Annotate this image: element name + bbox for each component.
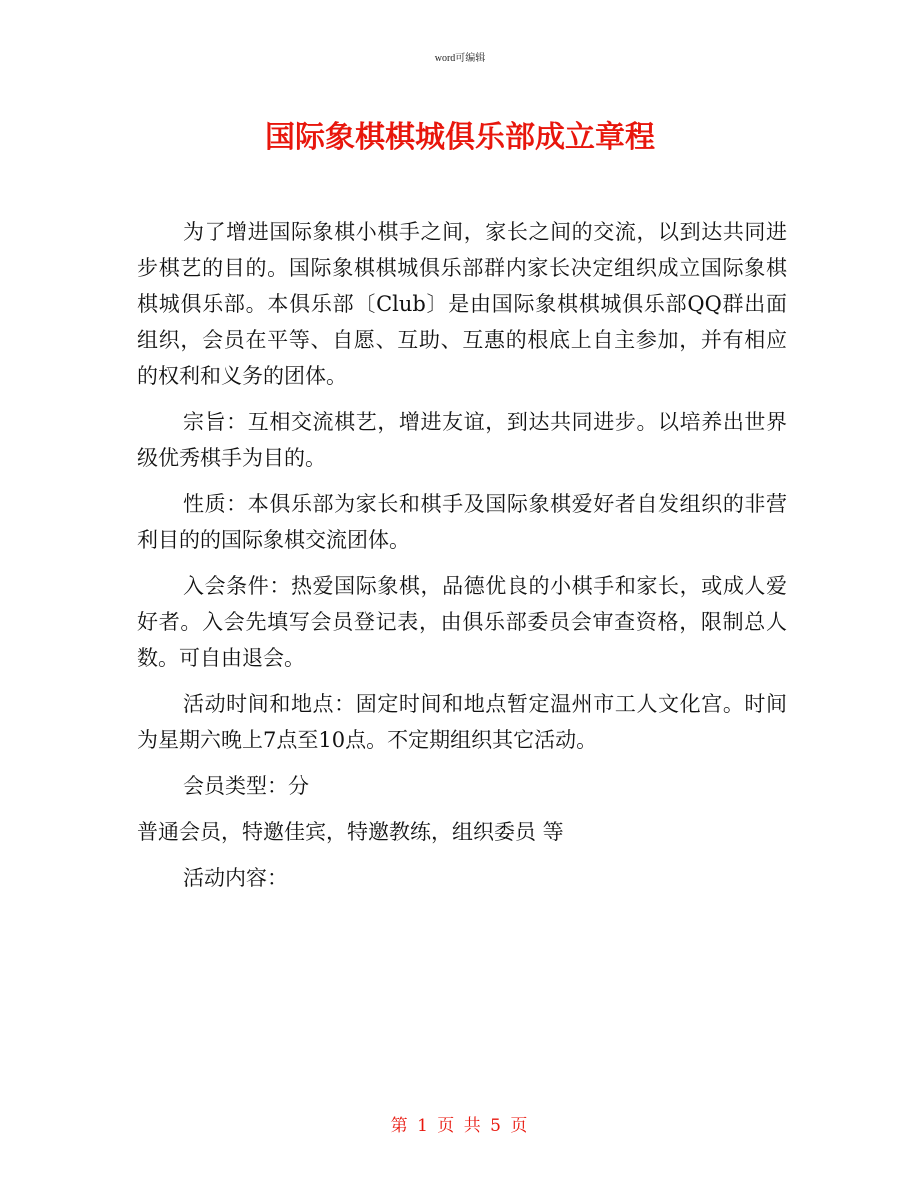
paragraph-member-types: 会员类型：分: [183, 774, 309, 798]
document-body: [137, 214, 787, 906]
paragraph-purpose: 宗旨：互相交流棋艺，增进友谊，到达共同进步。以培养出世界级优秀棋手为目的。: [137, 410, 787, 470]
page-footer: 第 1 页 共 5 页: [390, 1116, 530, 1136]
page-header: word可编辑: [434, 53, 486, 64]
document-title: 国际象棋棋城俱乐部成立章程: [265, 120, 655, 155]
paragraph-nature: 性质：本俱乐部为家长和棋手及国际象棋爱好者自发组织的非营利目的的国际象棋交流团体。: [137, 492, 787, 552]
paragraph-intro: 为了增进国际象棋小棋手之间，家长之间的交流，以到达共同进步棋艺的目的。国际象棋棋城俱乐部群内家长决定组织成立国际象棋棋城俱乐部。本俱乐部〔Club〕是由国际象棋棋城俱乐部QQ群出面组织，会员在平等、自愿、互助、互惠的根底上自主参加，并有相应的权利和义务的团体。: [137, 220, 787, 388]
paragraph-activity-content: 活动内容：: [183, 866, 288, 890]
paragraph-activity-time-place: 活动时间和地点：固定时间和地点暂定温州市工人文化宫。时间为星期六晚上7点至10点。不定期组织其它活动。: [137, 692, 787, 752]
paragraph-membership-conditions: 入会条件：热爱国际象棋，品德优良的小棋手和家长，或成人爱好者。入会先填写会员登记表，由俱乐部委员会审查资格，限制总人数。可自由退会。: [137, 574, 787, 670]
paragraph-member-type-list: 普通会员，特邀佳宾，特邀教练，组织委员 等: [137, 820, 564, 844]
